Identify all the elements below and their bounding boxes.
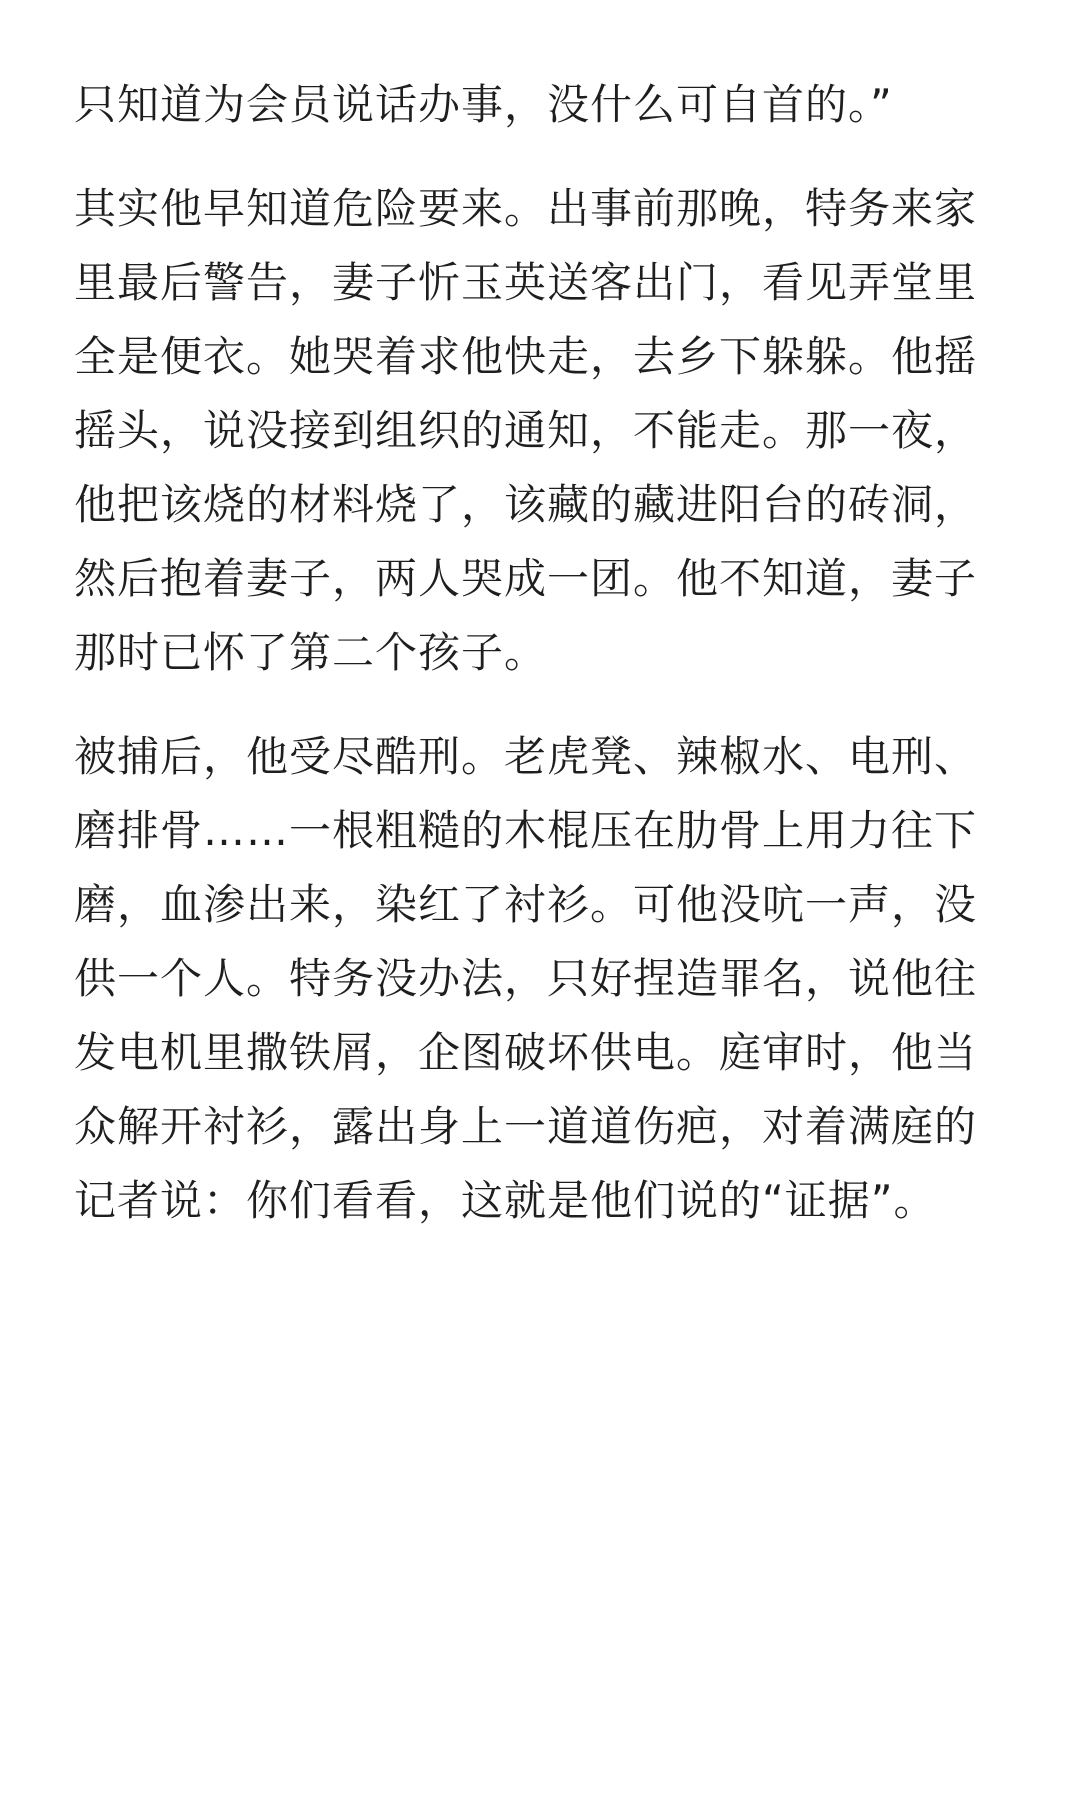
paragraph-3: 被捕后，他受尽酷刑。老虎凳、辣椒水、电刑、磨排骨……一根粗糙的木棍压在肋骨上用力往下磨，血渗出来，染红了衬衫。可他没吭一声，没供一个人。特务没办法，只好捏造罪名，说他往发电机里撒铁屑，企图破坏供电。庭审时，他当众解开衬衫，露出身上一道道伤疤，对着满庭的记者说：你们看看，这就是他们说的“证据”。 [74,732,978,1225]
paragraph-2: 其实他早知道危险要来。出事前那晚，特务来家里最后警告，妻子忻玉英送客出门，看见弄堂里全是便衣。她哭着求他快走，去乡下躲躲。他摇摇头，说没接到组织的通知，不能走。那一夜，他把该烧的材料烧了，该藏的藏进阳台的砖洞，然后抱着妻子，两人哭成一团。他不知道，妻子那时已怀了第二个孩子。 [74,184,978,677]
article-body [74,68,1019,1268]
paragraph-1: 只知道为会员说话办事，没什么可自首的。” [74,80,893,129]
